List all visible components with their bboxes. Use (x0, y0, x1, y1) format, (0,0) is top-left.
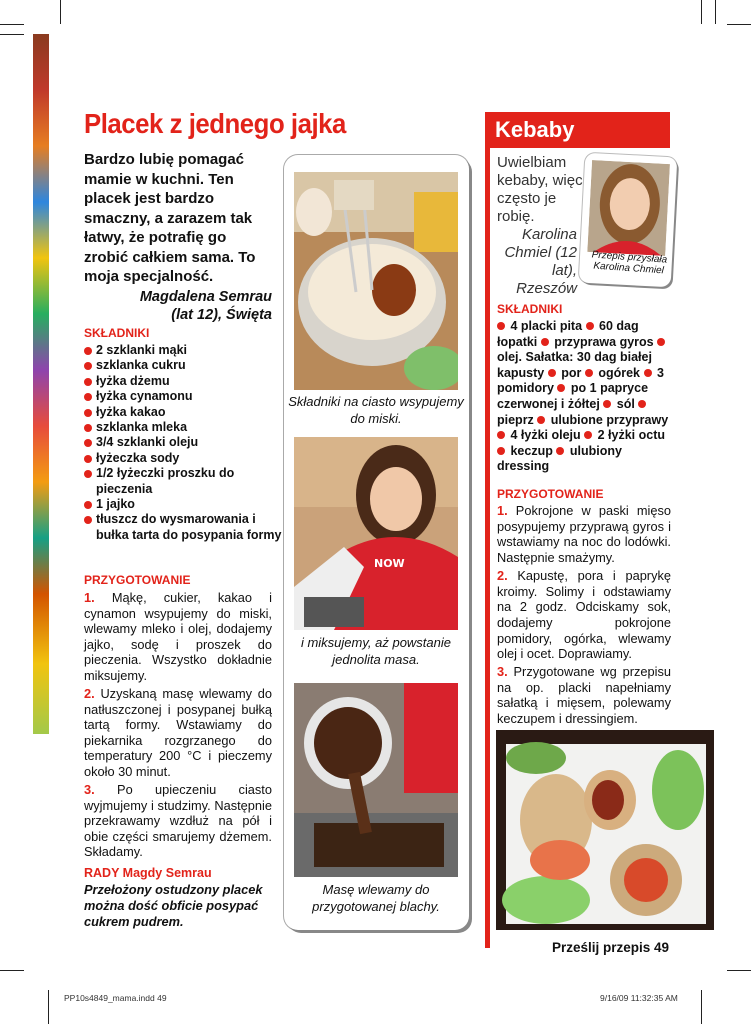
step-text: Pokrojone w paski mięso posypujemy przyprawą gyros i wstawiamy na noc do lodówki. Następnie smażymy. (497, 503, 671, 566)
tips-heading: RADY Magdy Semrau (84, 866, 212, 880)
recipe-intro: Bardzo lubię pomagać mamie w kuchni. Ten placek jest bardzo smaczny, a zarazem tak łatwy, że potrafię go zrobić całkiem sama. To moja specjalność. (84, 151, 256, 285)
tips-text: Przełożony ostudzony placek można dość obficie posypać cukrem pudrem. (84, 882, 263, 929)
list-item: po 1 papryce czerwonej i żółtej (497, 381, 649, 411)
kebab-side-bar (485, 148, 490, 948)
mixing-photo-illustration (294, 437, 458, 630)
list-item: 2 szklanki mąki (84, 343, 284, 358)
ingredients-list (84, 343, 284, 543)
step-number: 3. (497, 664, 508, 680)
prep-step (497, 503, 671, 566)
bullet-icon (657, 338, 665, 346)
prep-step (84, 590, 272, 683)
crop-mark (0, 24, 24, 25)
crop-mark (715, 0, 716, 24)
photo-pouring-batter (294, 683, 458, 877)
step-number: 2. (84, 686, 95, 701)
list-item: tłuszcz do wysmarowania i bułka tarta do posypania formy (84, 512, 284, 543)
author-name: Magdalena Semrau (139, 289, 272, 305)
crop-mark (48, 990, 49, 1024)
kebab-ingredients-section (497, 302, 672, 475)
list-item: 2 łyżki octu (597, 428, 666, 443)
list-item: ulubiony dressing (497, 443, 622, 474)
kebab-author: Karolina Chmiel (12 lat), Rzeszów (504, 226, 577, 297)
bullet-icon (603, 400, 611, 408)
prep-step (84, 686, 272, 779)
list-item: ulubione przyprawy (550, 412, 669, 427)
kebab-preparation-heading: PRZYGOTOWANIE (497, 487, 604, 501)
author-age-town: (lat 12), Święta (171, 307, 272, 323)
bullet-icon (586, 322, 594, 330)
step-text: Kapustę, pora i paprykę kroimy. Solimy i odstawiamy na 2 godz. Odciskamy sok, dodajemy pokrojone pomidory, ogórka, wlewamy olej i ocet. Doprawiamy. (497, 567, 671, 662)
step-text: Uzyskaną masę wlewamy do natłuszczonej i posypanej bułką tartą formy. Wstawiamy do piekarnika rozgrzanego do temperatury 200 °C i pieczemy około 30 minut. (84, 686, 272, 779)
list-item: 1/2 łyżeczki proszku do pieczenia (84, 466, 284, 497)
list-item: 4 placki pita (510, 319, 583, 333)
bullet-icon (541, 338, 549, 346)
kebab-intro: Uwielbiam kebaby, więc często je robię. (497, 154, 583, 225)
step-number: 3. (84, 782, 95, 797)
crop-mark (727, 24, 751, 25)
ingredients-section (84, 326, 284, 543)
ingredients-heading: SKŁADNIKI (84, 326, 150, 340)
crop-mark (701, 990, 702, 1024)
crop-mark (727, 970, 751, 971)
recipe-author (84, 288, 272, 324)
author-photo-caption: Przepis przysłała Karolina Chmiel (591, 249, 668, 277)
photo-caption: Składniki na ciasto wsypujemy do miski. (288, 394, 464, 426)
bullet-icon (556, 447, 564, 455)
photo-girl-mixing (294, 437, 458, 630)
bullet-icon (644, 369, 652, 377)
kebab-ingredients-heading: SKŁADNIKI (497, 302, 563, 316)
photo-caption: Masę wlewamy do przygotowanej blachy. (312, 882, 440, 914)
list-item: 60 dag łopatki (497, 319, 639, 349)
kebab-preparation-section (497, 487, 671, 727)
preparation-section (84, 573, 272, 860)
bullet-icon (585, 369, 593, 377)
kebab-photo-illustration (496, 730, 714, 930)
list-item: 3/4 szklanki oleju (84, 435, 284, 450)
prep-step (497, 664, 671, 727)
list-item: łyżka dżemu (84, 374, 284, 389)
bullet-icon (497, 322, 505, 330)
bullet-icon (557, 384, 565, 392)
photo-kebab-dish (496, 730, 714, 930)
bullet-icon (497, 447, 505, 455)
crop-mark (0, 970, 24, 971)
list-item: łyżka kakao (84, 405, 284, 420)
list-item: olej. Sałatka: 30 dag białej kapusty (497, 350, 652, 380)
list-item: por (561, 365, 582, 380)
preparation-heading: PRZYGOTOWANIE (84, 573, 191, 587)
decorative-color-strip (33, 34, 49, 734)
list-item: szklanka mleka (84, 420, 284, 435)
slug-timestamp: 9/16/09 11:32:35 AM (600, 993, 678, 1003)
list-item: 1 jajko (84, 497, 284, 512)
author-photo (587, 160, 670, 256)
slug-filename: PP10s4849_mama.indd 49 (64, 993, 167, 1003)
list-item: łyżka cynamonu (84, 389, 284, 404)
bullet-icon (638, 400, 646, 408)
tips-section (84, 866, 274, 930)
kebab-section-title: Kebaby (485, 112, 670, 148)
list-item: 3 pomidory (497, 365, 664, 396)
page-footer: Prześlij przepis 49 (552, 940, 670, 955)
list-item: łyżeczka sody (84, 451, 284, 466)
kebab-ingredients-list (497, 319, 672, 475)
list-item: 4 łyżki oleju (510, 428, 581, 443)
list-item: ogórek (598, 365, 641, 380)
step-number: 2. (497, 567, 508, 583)
photo-bowl-ingredients (294, 172, 458, 390)
list-item: szklanka cukru (84, 358, 284, 373)
page-title: Placek z jednego jajka (84, 108, 346, 139)
list-item: keczup (510, 443, 553, 458)
list-item: przyprawa gyros (554, 334, 654, 349)
crop-mark (60, 0, 61, 24)
bullet-icon (548, 369, 556, 377)
prep-step (497, 568, 671, 662)
crop-mark (0, 34, 24, 35)
svg-text:NOW: NOW (374, 557, 405, 570)
step-text: Mąkę, cukier, kakao i cynamon wsypujemy do miski, wlewamy mleko i olej, dodajemy jajko, sodę i proszek do pieczenia. Wszystko dokładnie miksujemy. (84, 590, 272, 683)
bullet-icon (497, 431, 505, 439)
bullet-icon (537, 416, 545, 424)
step-number: 1. (84, 590, 95, 605)
bowl-photo-illustration (294, 172, 458, 390)
step-number: 1. (497, 503, 508, 518)
step-text: Po upieczeniu ciasto wyjmujemy i studzimy. Następnie przekrawamy wzdłuż na pół i obie części smarujemy dżemem. Składamy. (84, 782, 272, 859)
list-item: pieprz (497, 412, 534, 427)
prep-step (84, 782, 272, 860)
crop-mark (701, 0, 702, 24)
step-text: Przygotowane wg przepisu na op. placki napełniamy sałatką i mięsem, polewamy keczupem i dressingiem. (497, 664, 671, 727)
list-item: sól (616, 396, 635, 411)
bullet-icon (584, 431, 592, 439)
pouring-photo-illustration (294, 683, 458, 877)
photo-caption: i miksujemy, aż powstanie jednolita masa. (300, 635, 452, 667)
